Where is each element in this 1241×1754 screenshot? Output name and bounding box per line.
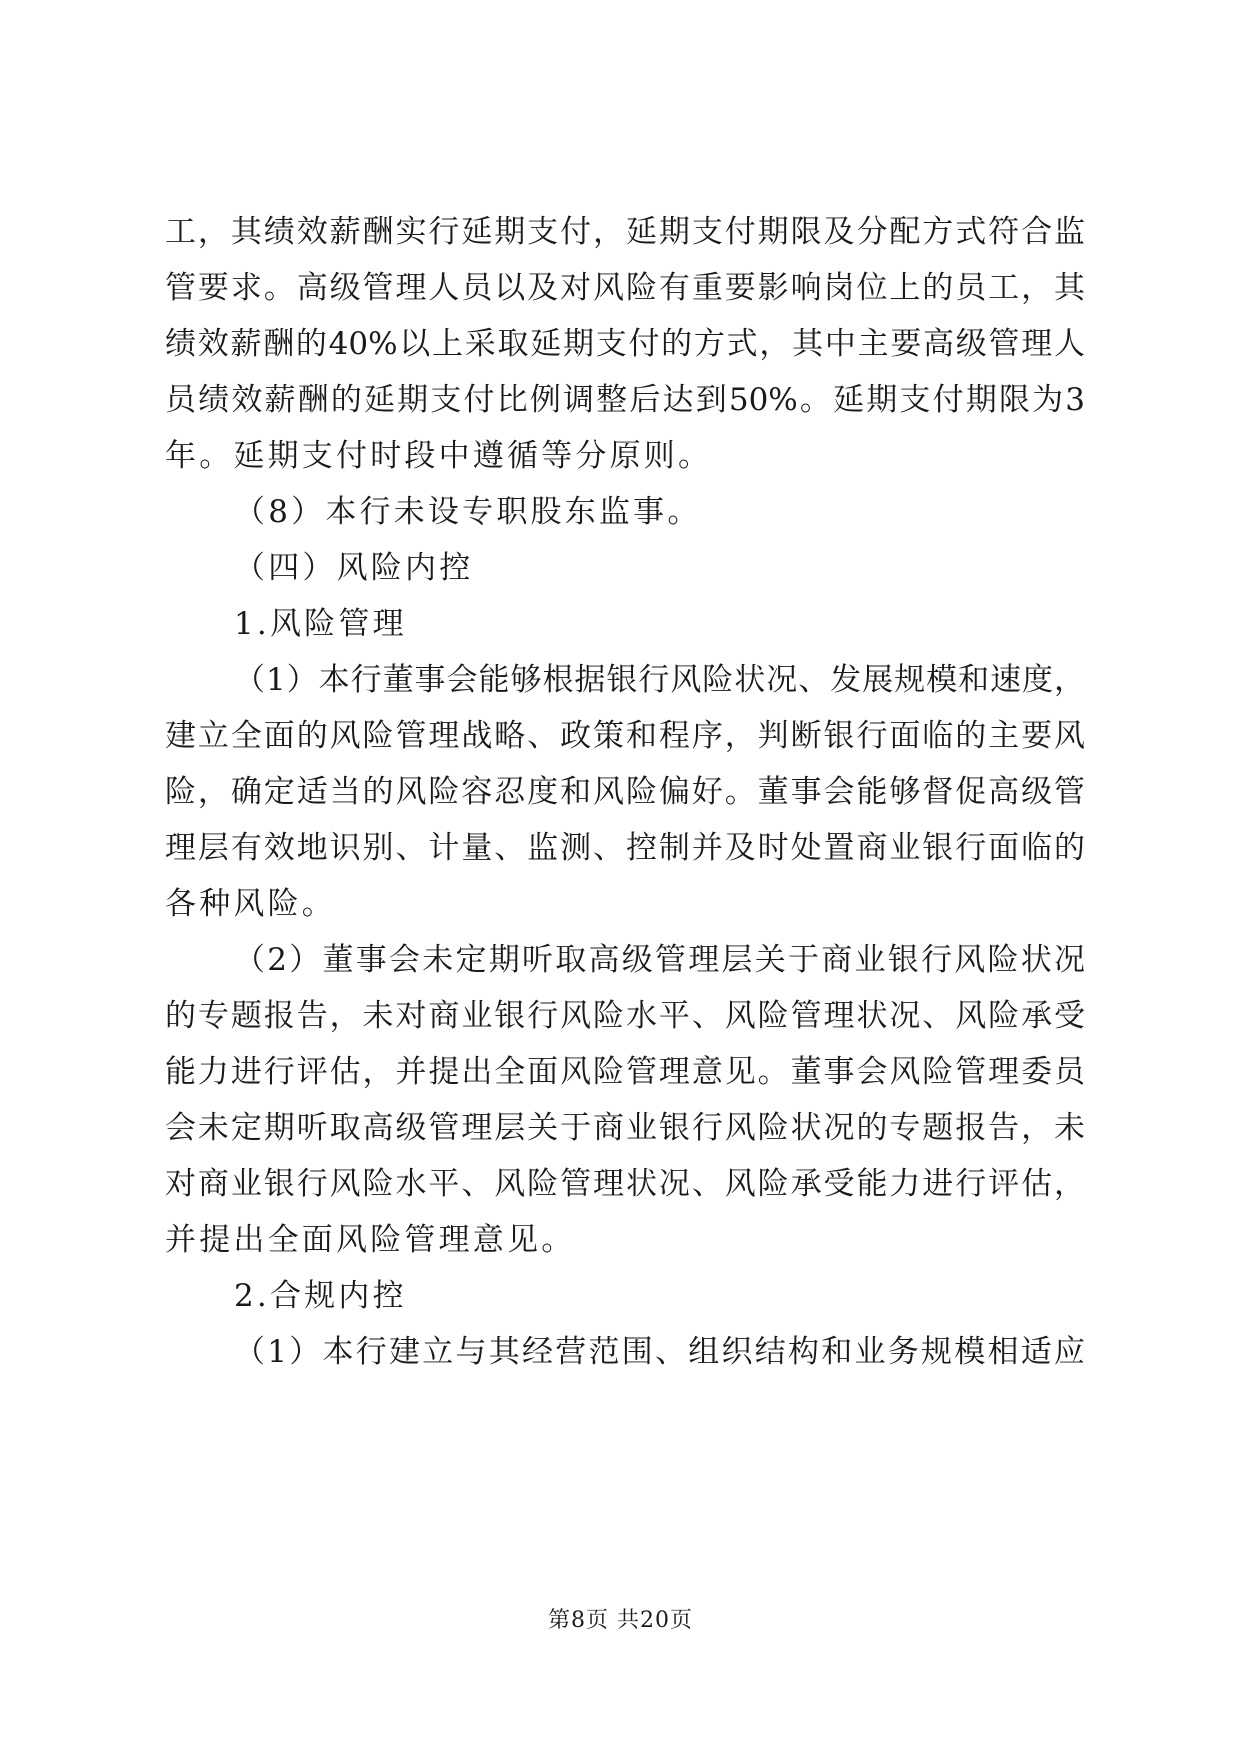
body-text-line: （8）本行未设专职股东监事。 [234,494,702,530]
body-text-line: 会未定期听取高级管理层关于商业银行风险状况的专题报告，未 [165,1110,1085,1146]
body-text-line: 各种风险。 [165,886,336,922]
body-text-line: （1）本行董事会能够根据银行风险状况、发展规模和速度， [234,662,1085,698]
body-text-line: 建立全面的风险管理战略、政策和程序，判断银行面临的主要风 [165,718,1085,754]
body-text-line: 年。延期支付时段中遵循等分原则。 [165,438,713,474]
body-text-line: 并提出全面风险管理意见。 [165,1222,576,1258]
body-text-line: 员绩效薪酬的延期支付比例调整后达到50%。延期支付期限为3 [165,382,1085,418]
body-text-line: 的专题报告，未对商业银行风险水平、风险管理状况、风险承受 [165,998,1085,1034]
section-heading: （四）风险内控 [234,550,474,586]
subsection-heading: 1.风险管理 [234,606,407,642]
body-text-line: 能力进行评估，并提出全面风险管理意见。董事会风险管理委员 [165,1054,1085,1090]
body-text-line: 工，其绩效薪酬实行延期支付，延期支付期限及分配方式符合监 [165,214,1085,250]
subsection-heading: 2.合规内控 [234,1278,407,1314]
body-text-line: 对商业银行风险水平、风险管理状况、风险承受能力进行评估， [165,1166,1085,1202]
body-text-line: 理层有效地识别、计量、监测、控制并及时处置商业银行面临的 [165,830,1085,866]
body-text-line: （2）董事会未定期听取高级管理层关于商业银行风险状况 [234,942,1085,978]
body-text-line: （1）本行建立与其经营范围、组织结构和业务规模相适应 [234,1334,1085,1370]
page-footer: 第8页 共20页 [548,1608,693,1633]
body-text-line: 管要求。高级管理人员以及对风险有重要影响岗位上的员工，其 [165,270,1085,306]
body-text-line: 绩效薪酬的40%以上采取延期支付的方式，其中主要高级管理人 [165,326,1085,362]
body-text-line: 险，确定适当的风险容忍度和风险偏好。董事会能够督促高级管 [165,774,1085,810]
